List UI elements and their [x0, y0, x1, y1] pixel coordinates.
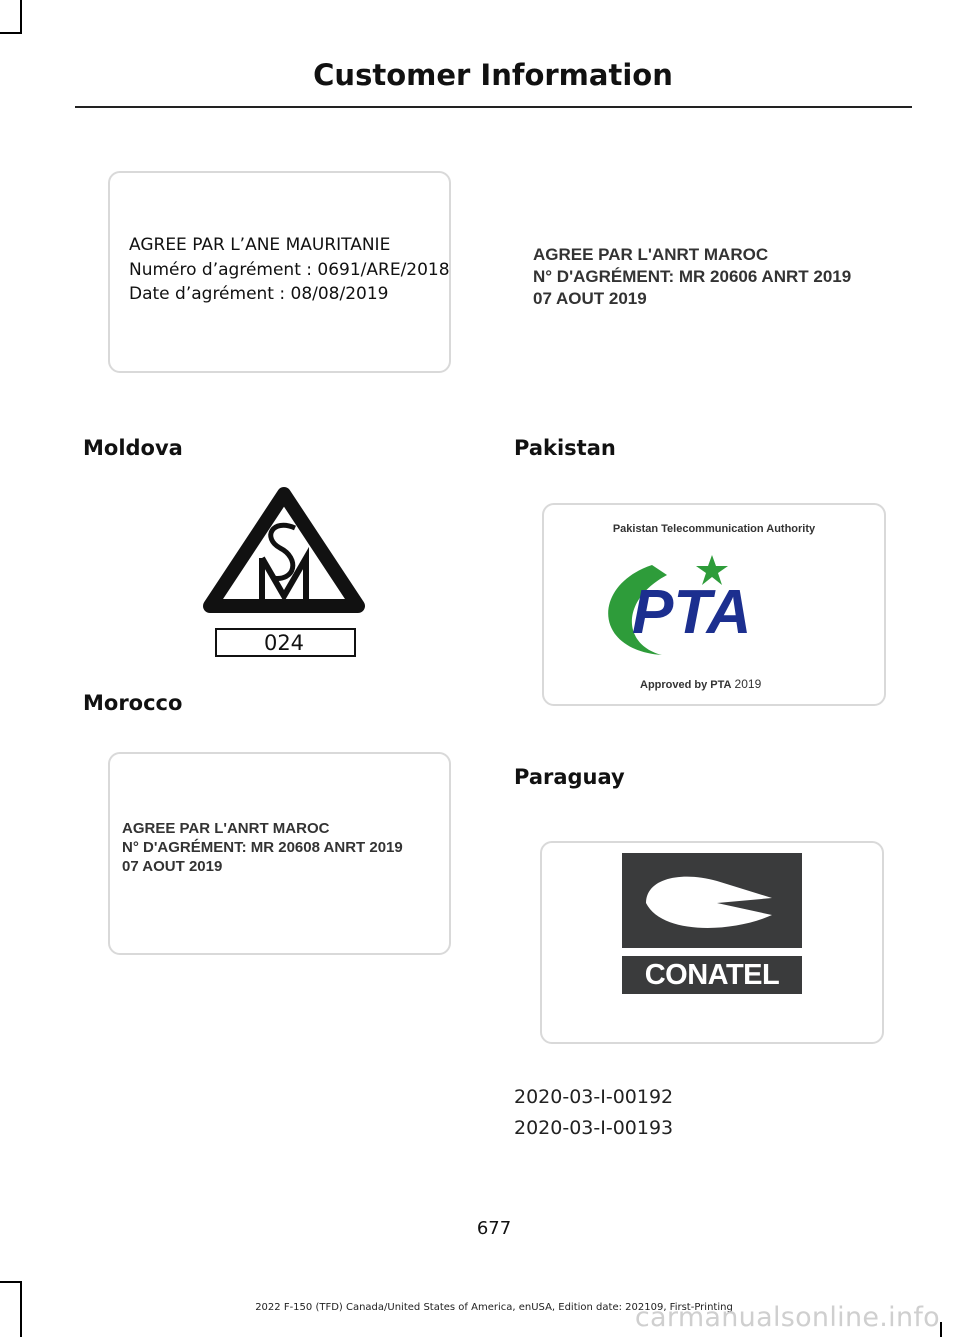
- morocco-heading: Morocco: [83, 691, 183, 715]
- page-title: Customer Information: [313, 58, 673, 92]
- pakistan-approval-label: [542, 503, 886, 706]
- conatel-emblem-icon: [646, 877, 772, 928]
- conatel-logo-text: CONATEL: [644, 959, 780, 991]
- morocco-top-line-2: N° D'AGRÉMENT: MR 20606 ANRT 2019: [533, 267, 852, 286]
- morocco-top-line-1: AGREE PAR L'ANRT MAROC: [533, 245, 769, 264]
- morocco-line-2: N° D'AGRÉMENT: MR 20608 ANRT 2019: [122, 839, 403, 856]
- mauritania-approval-label: [108, 171, 451, 373]
- morocco-top-line-3: 07 AOUT 2019: [533, 289, 647, 308]
- crop-mark: [0, 32, 22, 34]
- crop-mark: [0, 1281, 22, 1283]
- crop-mark: [940, 1322, 942, 1337]
- page-number: 677: [476, 1218, 512, 1239]
- paraguay-heading: Paraguay: [514, 765, 625, 789]
- paraguay-approval-label: [540, 841, 884, 1044]
- site-watermark: carmanualsonline.info: [634, 1302, 940, 1333]
- header-rule: [75, 106, 912, 108]
- morocco-approval-label-top: [533, 244, 851, 310]
- mauritania-line-2: Numéro d’agrément : 0691/ARE/2018: [129, 259, 450, 280]
- morocco-line-3: 07 AOUT 2019: [122, 858, 223, 875]
- pakistan-heading: Pakistan: [514, 436, 616, 460]
- paraguay-code-1: 2020-03-I-00192: [514, 1086, 674, 1108]
- pta-approved-year: 2019: [734, 677, 762, 691]
- pta-authority-name: Pakistan Telecommunication Authority: [612, 523, 816, 535]
- morocco-line-1: AGREE PAR L'ANRT MAROC: [122, 820, 330, 837]
- paraguay-code-2: 2020-03-I-00193: [514, 1117, 674, 1139]
- crop-mark: [20, 0, 22, 34]
- pta-logo-text: PTA: [632, 578, 752, 647]
- conatel-logo: [622, 853, 802, 994]
- edition-footer: 2022 F-150 (TFD) Canada/United States of America, enUSA, Edition date: 202109, First-Printing: [255, 1302, 733, 1313]
- moldova-mark-number: 024: [263, 631, 305, 655]
- pta-approved-text: Approved by PTA: [640, 679, 732, 691]
- mauritania-line-1: AGREE PAR L’ANE MAURITANIE: [129, 235, 391, 255]
- mauritania-line-3: Date d’agrément : 08/08/2019: [129, 284, 389, 304]
- moldova-heading: Moldova: [83, 436, 183, 460]
- sm-monogram-icon: [271, 525, 295, 578]
- moldova-conformity-mark: [192, 478, 376, 670]
- morocco-approval-label: [108, 752, 451, 955]
